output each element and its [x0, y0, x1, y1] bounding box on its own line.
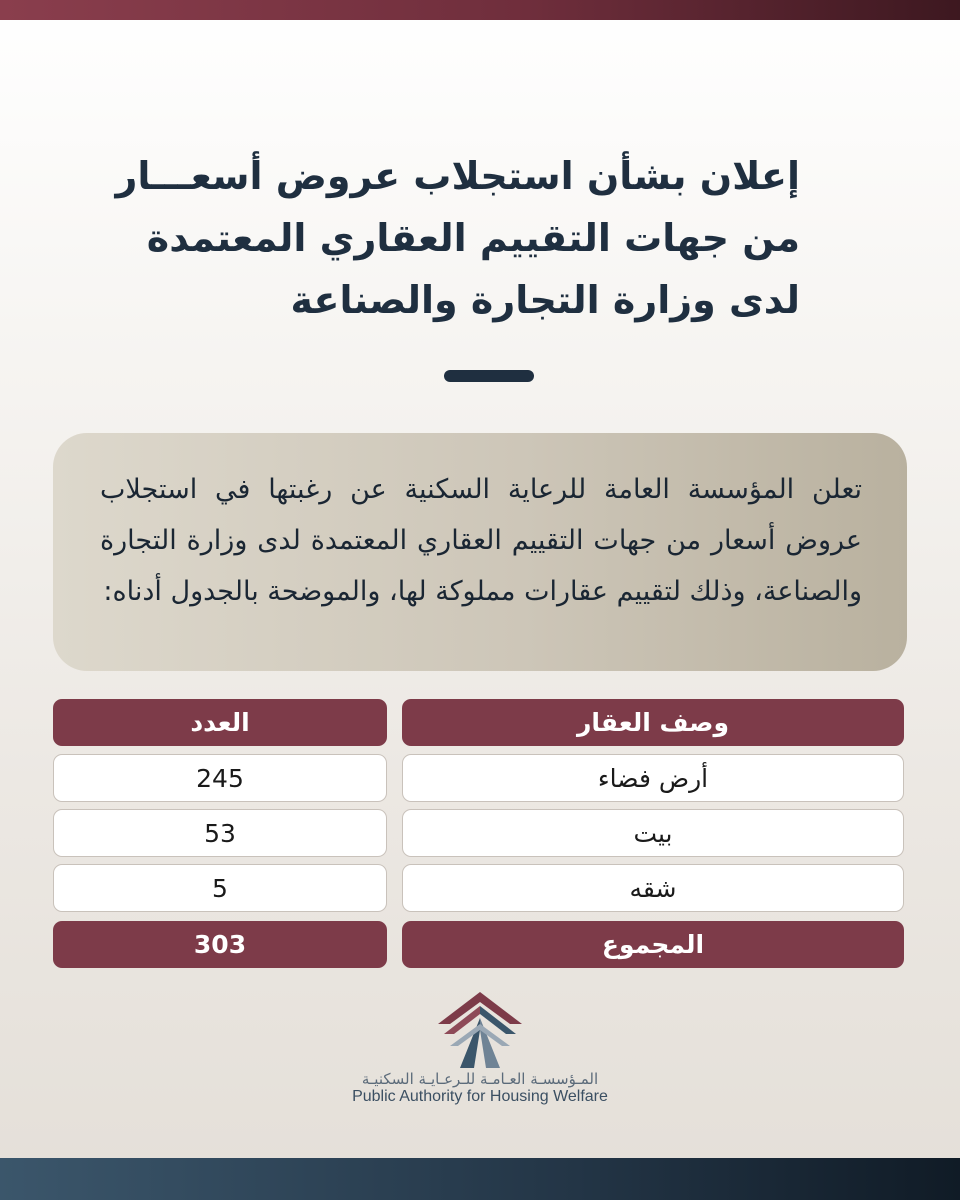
total-label: المجموع	[402, 921, 904, 968]
title-line-3: لدى وزارة التجارة والصناعة	[290, 278, 800, 322]
row-3-count: 5	[53, 864, 387, 912]
row-2-description: بيت	[402, 809, 904, 857]
title-line-2: من جهات التقييم العقاري المعتمدة	[146, 216, 800, 260]
header-description: وصف العقار	[402, 699, 904, 746]
top-accent-bar	[0, 0, 960, 20]
total-count: 303	[53, 921, 387, 968]
row-3-description: شقه	[402, 864, 904, 912]
row-2-count: 53	[53, 809, 387, 857]
row-1-description: أرض فضاء	[402, 754, 904, 802]
bottom-accent-bar	[0, 1158, 960, 1200]
org-name-english: Public Authority for Housing Welfare	[352, 1088, 608, 1105]
announcement-title	[80, 145, 800, 331]
row-1-count: 245	[53, 754, 387, 802]
title-divider	[444, 370, 534, 382]
header-count: العدد	[53, 699, 387, 746]
org-name-arabic: المـؤسسـة العـامـة للـرعـايـة السكنيـة	[361, 1070, 599, 1088]
house-roof-logo-icon	[420, 990, 540, 1070]
intro-paragraph: تعلن المؤسسة العامة للرعاية السكنية عن رغبتها في استجلاب عروض أسعار من جهات التقييم العقاري المعتمدة لدى وزارة التجارة والصناعة، وذلك لتقييم عقارات مملوكة لها، والموضحة بالجدول أدناه:	[100, 474, 862, 607]
title-line-1: إعلان بشأن استجلاب عروض أسعـــار	[115, 154, 800, 198]
